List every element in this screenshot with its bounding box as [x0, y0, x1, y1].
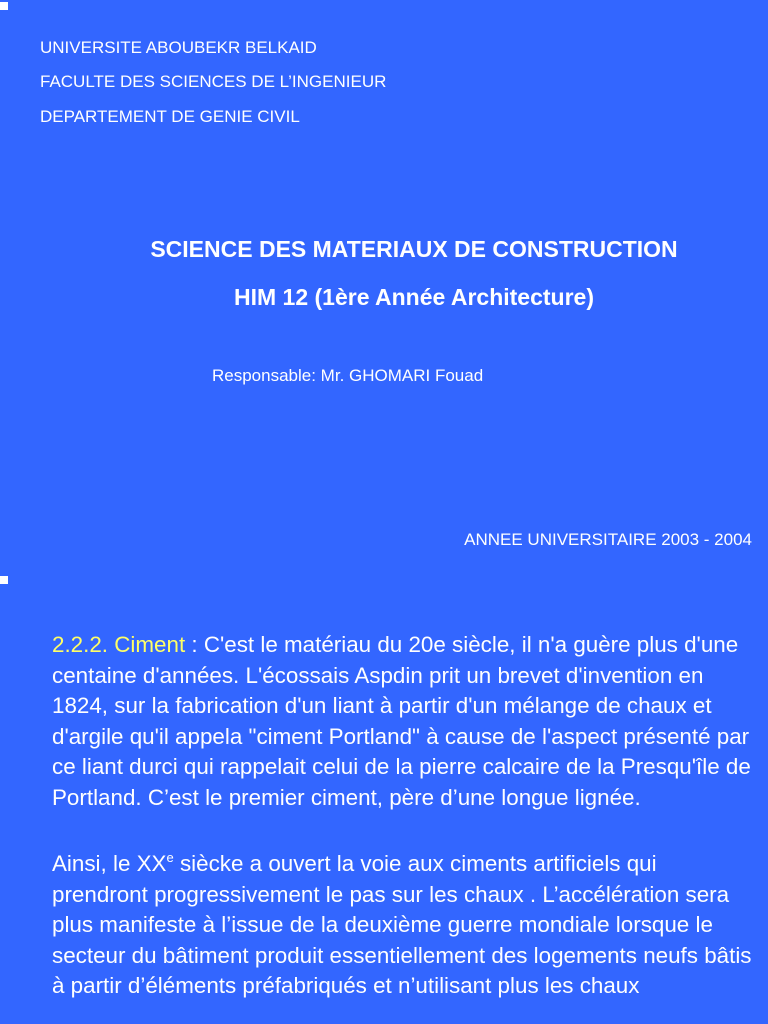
- university-name: UNIVERSITE ABOUBEKR BELKAID: [40, 38, 317, 57]
- paragraph-text: : C'est le matériau du 20e siècle, il n'a guère plus d'une centaine d'années. L'écossais Aspdin prit un brevet d'invention en 1824, sur la fabrication d'un liant à partir d'un mélange de chaux et d'argile qu'il appela "ciment Portland" à cause de l'aspect présenté par ce liant durci qui rappelait celui de la pierre calcaire de la Presqu'île de Portland. C’est le premier ciment, père d’une longue lignée.: [52, 632, 751, 810]
- ciment-paragraph: [52, 630, 752, 814]
- superscript: e: [166, 850, 174, 865]
- paragraph-text: Ainsi, le XX: [52, 851, 167, 876]
- slide-marker: [0, 2, 8, 10]
- course-subtitle: HIM 12 (1ère Année Architecture): [233, 284, 594, 310]
- content-slide: [0, 578, 768, 1024]
- faculty-name: FACULTE DES SCIENCES DE L’INGENIEUR: [40, 72, 387, 91]
- responsable-line: Responsable: Mr. GHOMARI Fouad: [212, 366, 484, 385]
- department-name: DEPARTEMENT DE GENIE CIVIL: [40, 107, 300, 126]
- academic-year: ANNEE UNIVERSITAIRE 2003 - 2004: [464, 530, 752, 549]
- slide-marker: [0, 576, 8, 584]
- paragraph-text: siècke a ouvert la voie aux ciments artificiels qui prendront progressivement le pas sur les chaux . L’accélération sera plus manifeste à l’issue de la deuxième guerre mondiale lorsque le secteur du bâtiment produit essentiellement des logements neufs bâtis à partir d’éléments préfabriqués et n’utilisant plus les chaux: [52, 851, 752, 999]
- course-title: SCIENCE DES MATERIAUX DE CONSTRUCTION: [150, 236, 678, 262]
- section-heading: 2.2.2. Ciment: [52, 632, 186, 657]
- history-paragraph: [52, 849, 752, 1002]
